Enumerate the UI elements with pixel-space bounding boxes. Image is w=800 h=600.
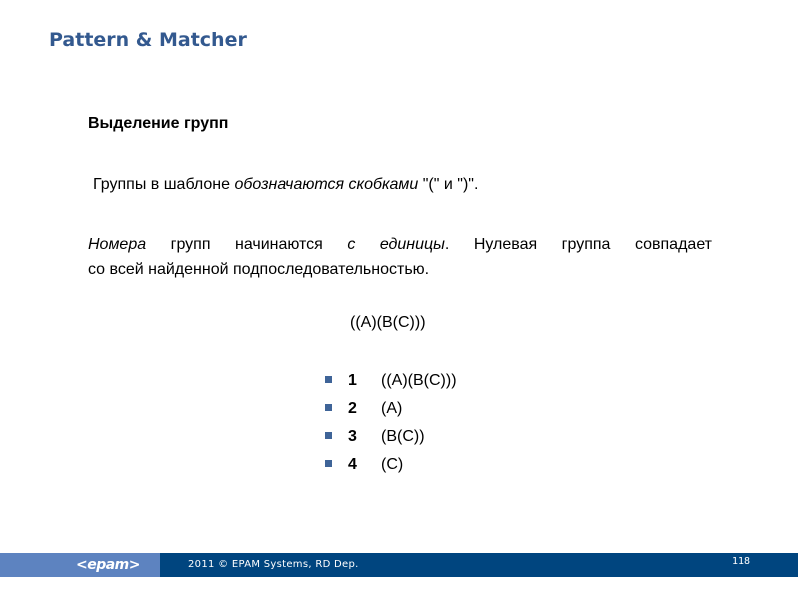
square-bullet-icon xyxy=(325,460,332,467)
square-bullet-icon xyxy=(325,404,332,411)
group-value: (B(C)) xyxy=(381,428,425,445)
group-value: (C) xyxy=(381,456,404,473)
paragraph-line-2: со всей найденной подпоследовательностью. xyxy=(88,261,430,278)
emphasis-text: Номера xyxy=(88,236,147,253)
footer-info-bar xyxy=(160,553,798,577)
square-bullet-icon xyxy=(325,376,332,383)
epam-logo-icon: <epam> xyxy=(75,557,140,573)
group-value: (A) xyxy=(381,400,403,417)
paragraph-line-1 xyxy=(88,232,712,257)
group-value: ((A)(B(C))) xyxy=(381,372,457,389)
group-list xyxy=(325,367,457,479)
group-number: 3 xyxy=(348,428,357,445)
list-item xyxy=(325,451,457,479)
regex-pattern: ((A)(B(C))) xyxy=(350,314,426,331)
list-item xyxy=(325,367,457,395)
slide-title: Pattern & Matcher xyxy=(49,29,247,51)
group-number: 2 xyxy=(348,400,357,417)
text: . Нулевая группа совпадает xyxy=(444,236,713,253)
section-heading: Выделение групп xyxy=(88,115,229,132)
footer-logo-area xyxy=(0,553,160,577)
list-item xyxy=(325,423,457,451)
text: групп начинаются xyxy=(146,236,348,253)
text: Группы в шаблоне xyxy=(93,176,235,193)
copyright-text: 2011 © EPAM Systems, RD Dep. xyxy=(188,559,359,570)
text: "(" и ")". xyxy=(418,176,479,193)
emphasis-text: с единицы xyxy=(347,236,445,253)
group-number: 4 xyxy=(348,456,357,473)
page-number: 118 xyxy=(732,556,751,567)
slide-footer xyxy=(0,553,798,577)
list-item xyxy=(325,395,457,423)
paragraph-group-numbering xyxy=(88,232,712,282)
paragraph-groups-definition xyxy=(93,176,478,194)
square-bullet-icon xyxy=(325,432,332,439)
group-number: 1 xyxy=(348,372,357,389)
emphasis-text: обозначаются скобками xyxy=(234,176,419,193)
